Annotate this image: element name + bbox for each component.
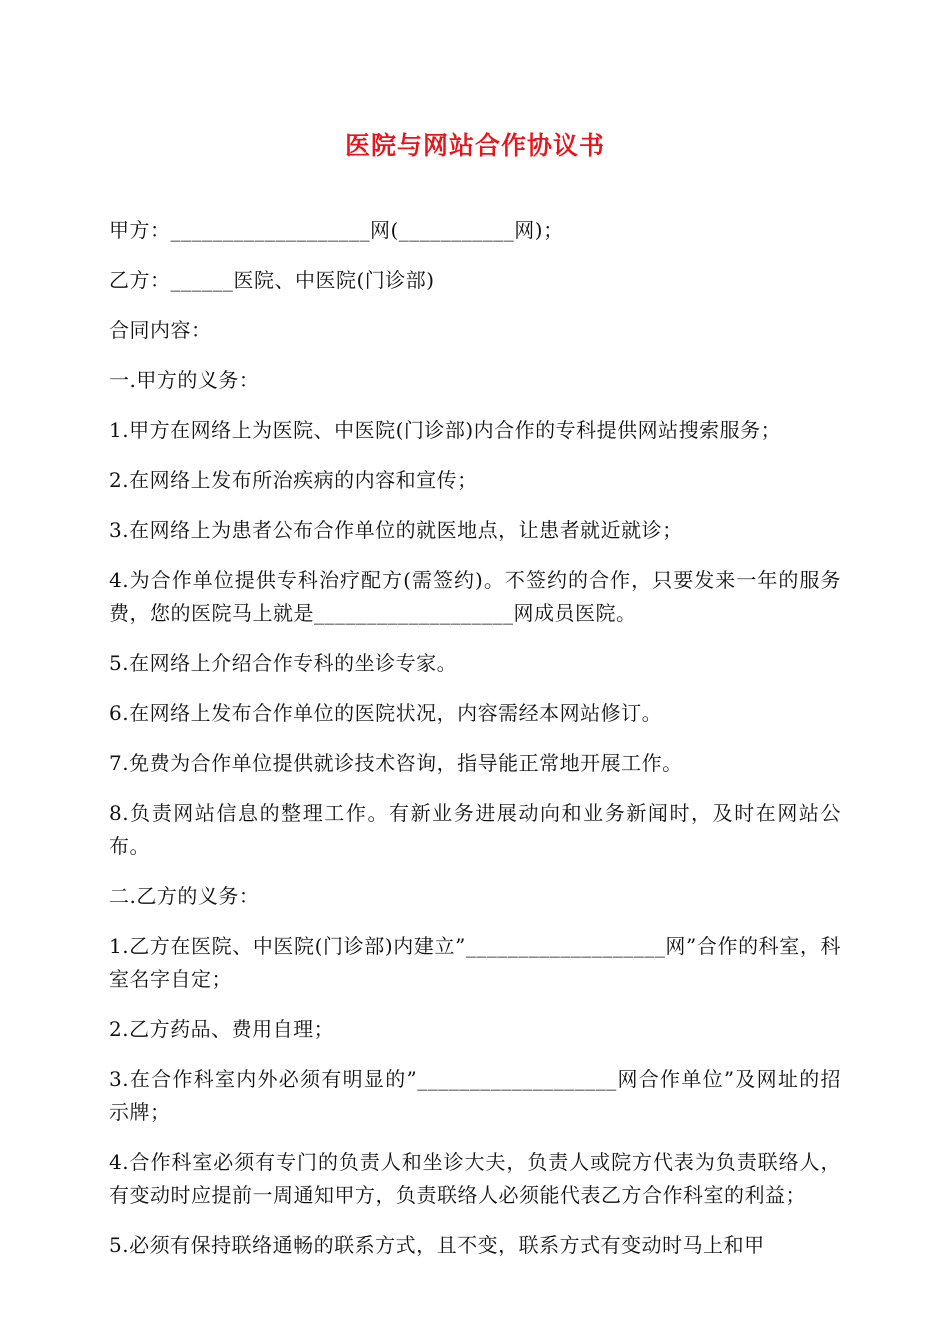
- party-a-line: 甲方：___________________网(___________网)；: [109, 218, 564, 242]
- contract-content-heading: 合同内容：: [109, 318, 212, 342]
- party-a-duty-1: 1.甲方在网络上为医院、中医院(门诊部)内合作的专科提供网站搜索服务；: [109, 418, 782, 442]
- party-a-duty-4: 4.为合作单位提供专科治疗配方(需签约)。不签约的合作，只要发来一年的服务费，您的医院马上就是___________________网成员医院。: [109, 568, 841, 625]
- party-b-line: 乙方：______医院、中医院(门诊部): [109, 268, 435, 292]
- party-a-duty-5: 5.在网络上介绍合作专科的坐诊专家。: [109, 651, 458, 675]
- party-b-duty-1: 1.乙方在医院、中医院(门诊部)内建立”___________________网”合作的科室，科室名字自定；: [109, 934, 841, 991]
- party-b-duty-2: 2.乙方药品、费用自理；: [109, 1017, 335, 1041]
- party-a-duty-8: 8.负责网站信息的整理工作。有新业务进展动向和业务新闻时，及时在网站公布。: [109, 801, 841, 858]
- document-body: [109, 214, 841, 1279]
- section-heading-party-b-duties: 二.乙方的义务：: [109, 884, 260, 908]
- party-a-duty-7: 7.免费为合作单位提供就诊技术咨询，指导能正常地开展工作。: [109, 751, 683, 775]
- party-a-duty-2: 2.在网络上发布所治疾病的内容和宣传；: [109, 468, 478, 492]
- party-a-duty-6: 6.在网络上发布合作单位的医院状况，内容需经本网站修订。: [109, 701, 663, 725]
- party-b-duty-4: 4.合作科室必须有专门的负责人和坐诊大夫，负责人或院方代表为负责联络人，有变动时应提前一周通知甲方，负责联络人必须能代表乙方合作科室的利益；: [109, 1150, 841, 1207]
- party-b-duty-5: 5.必须有保持联络通畅的联系方式，且不变，联系方式有变动时马上和甲: [109, 1233, 765, 1257]
- document-title: 医院与网站合作协议书: [344, 131, 605, 160]
- party-b-duty-3: 3.在合作科室内外必须有明显的”___________________网合作单位”及网址的招示牌；: [109, 1067, 841, 1124]
- section-heading-party-a-duties: 一.甲方的义务：: [109, 368, 260, 392]
- party-a-duty-3: 3.在网络上为患者公布合作单位的就医地点，让患者就近就诊；: [109, 518, 683, 542]
